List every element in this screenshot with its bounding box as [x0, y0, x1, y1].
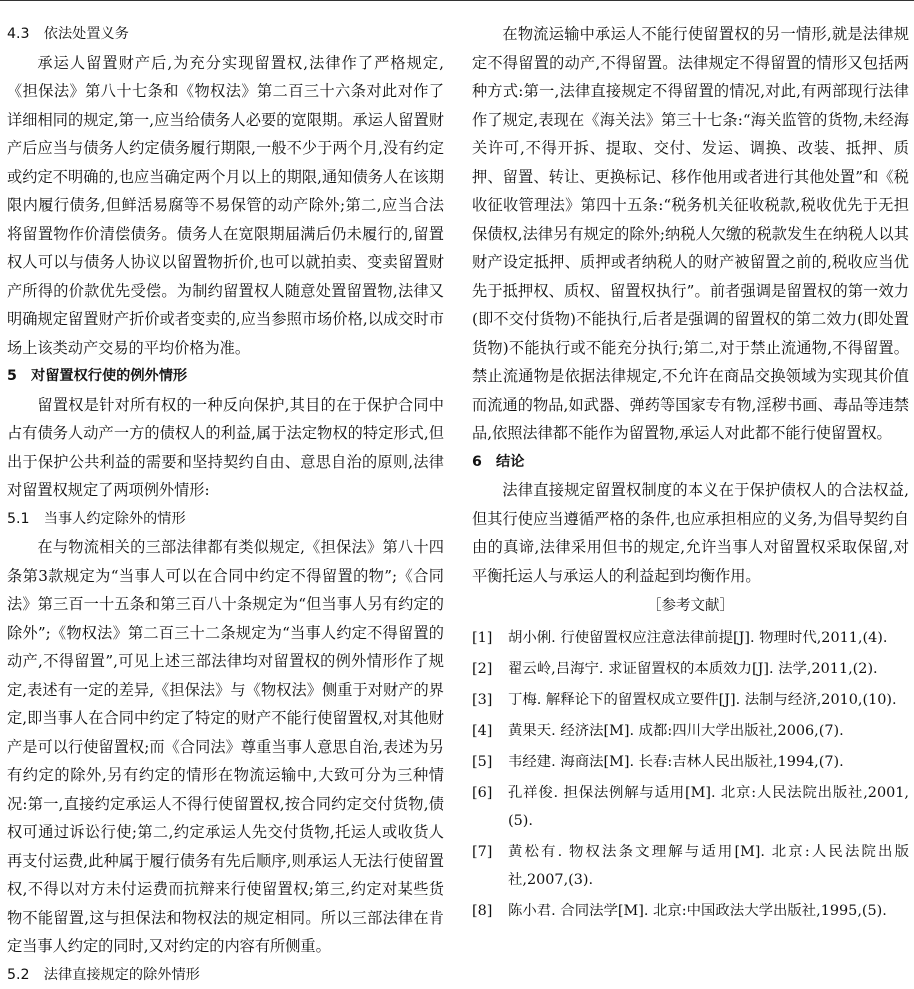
- header-rule: [0, 0, 914, 1]
- reference-text: 孔祥俊. 担保法例解与适用[M]. 北京:人民法院出版社,2001,(5).: [508, 785, 909, 829]
- paragraph: 在与物流相关的三部法律都有类似规定,《担保法》第八十四条第3款规定为“当事人可以在合同中约定不得留置的物”;《合同法》第三百一十五条和第三百八十条规定为“但当事人另有约定的除外”;《物权法》第二百三十二条规定为“当事人约定不得留置的动产,不得留置”,可见上述三部法律均对留置权的例外情形作了规定,表述有一定的差异,《担保法》与《物权法》侧重于对财产的界定,即当事人在合同中约定了特定的财产不能行使留置权,对其他财产是可以行使留置权;而《合同法》尊重当事人意思自治,表述为另有约定的除外,另有约定的情形在物流运输中,大致可分为三种情况:第一,直接约定承运人不得行使留置权,按合同约定交付货物,债权可通过诉讼行使;第二,约定承运人先交付货物,托运人或收货人再支付运费,此种属于履行债务有先后顺序,则承运人无法行使留置权,不得以对方未付运费而抗辩来行使留置权;第三,约定对某些货物不能留置,这与担保法和物权法的规定相同。所以三部法律在肯定当事人约定的同时,又对约定的内容有所侧重。: [7, 533, 444, 961]
- reference-text: 黄果天. 经济法[M]. 成都:四川大学出版社,2006,(7).: [508, 723, 844, 739]
- reference-number: [7]: [472, 838, 492, 866]
- reference-item: [472, 686, 909, 714]
- reference-item: [472, 897, 909, 925]
- reference-item: [472, 624, 909, 652]
- left-column: [7, 20, 444, 989]
- paragraph: 法律直接规定留置权制度的本义在于保护债权人的合法权益,但其行使应当遵循严格的条件,也应承担相应的义务,为倡导契约自由的真谛,法律采用但书的规定,允许当事人对留置权采取保留,对平衡托运人与承运人的利益起到均衡作用。: [472, 476, 909, 590]
- reference-number: [1]: [472, 624, 492, 652]
- reference-item: [472, 655, 909, 683]
- reference-text: 翟云岭,吕海宁. 求证留置权的本质效力[J]. 法学,2011,(2).: [508, 661, 878, 677]
- reference-item: [472, 717, 909, 745]
- section-heading-5-2: 5.2 法律直接规定的除外情形: [7, 961, 444, 989]
- reference-text: 丁梅. 解释论下的留置权成立要件[J]. 法制与经济,2010,(10).: [508, 692, 897, 708]
- paragraph: 在物流运输中承运人不能行使留置权的另一情形,就是法律规定不得留置的动产,不得留置。法律规定不得留置的情形又包括两种方式:第一,法律直接规定不得留置的情况,对此,有两部现行法律作了规定,表现在《海关法》第三十七条:“海关监管的货物,未经海关许可,不得开拆、提取、交付、发运、调换、改装、抵押、质押、留置、转让、更换标记、移作他用或者进行其他处置”和《税收征收管理法》第四十五条:“税务机关征收税款,税收优先于无担保债权,法律另有规定的除外;纳税人欠缴的税款发生在纳税人以其财产设定抵押、质押或者纳税人的财产被留置之前的,税收应当优先于抵押权、质权、留置权执行”。前者强调是留置权的第一效力(即不交付货物)不能执行,后者是强调的留置权的第二效力(即处置货物)不能执行或不能充分执行;第二,对于禁止流通物,不得留置。禁止流通物是依据法律规定,不允许在商品交换领域为实现其价值而流通的物品,如武器、弹药等国家专有物,淫秽书画、毒品等违禁品,依照法律都不能作为留置物,承运人对此都不能行使留置权。: [472, 20, 909, 448]
- reference-number: [6]: [472, 779, 492, 807]
- section-heading-5-1: 5.1 当事人约定除外的情形: [7, 505, 444, 534]
- reference-text: 胡小俐. 行使留置权应注意法律前提[J]. 物理时代,2011,(4).: [508, 630, 887, 646]
- reference-list: [472, 624, 909, 925]
- section-heading-5: 5 对留置权行使的例外情形: [7, 362, 444, 391]
- paragraph: 留置权是针对所有权的一种反向保护,其目的在于保护合同中占有债务人动产一方的债权人的利益,属于法定物权的特定形式,但出于保护公共利益的需要和坚持契约自由、意思自治的原则,法律对留置权规定了两项例外情形:: [7, 391, 444, 505]
- reference-text: 黄松有. 物权法条文理解与适用[M]. 北京:人民法院出版社,2007,(3).: [508, 844, 909, 888]
- right-column: [472, 20, 909, 925]
- paragraph: 承运人留置财产后,为充分实现留置权,法律作了严格规定,《担保法》第八十七条和《物权法》第二百三十六条对此对作了详细相同的规定,第一,应当给债务人必要的宽限期。承运人留置财产后应当与债务人约定债务履行期限,一般不少于两个月,没有约定或约定不明确的,也应当确定两个月以上的期限,通知债务人在该期限内履行债务,但鲜活易腐等不易保管的动产除外;第二,应当合法将留置物作价清偿债务。债务人在宽限期届满后仍未履行的,留置权人可以与债务人协议以留置物折价,也可以就拍卖、变卖留置财产所得的价款优先受偿。为制约留置权人随意处置留置物,法律又明确规定留置财产折价或者变卖的,应当参照市场价格,以成交时市场上该类动产交易的平均价格为准。: [7, 49, 444, 363]
- section-heading-4-3: 4.3 依法处置义务: [7, 20, 444, 49]
- reference-item: [472, 779, 909, 835]
- reference-number: [8]: [472, 897, 492, 925]
- references-heading: ［参考文献］: [472, 592, 909, 621]
- reference-item: [472, 748, 909, 776]
- section-heading-6: 6 结论: [472, 448, 909, 477]
- reference-number: [4]: [472, 717, 492, 745]
- reference-number: [2]: [472, 655, 492, 683]
- reference-text: 陈小君. 合同法学[M]. 北京:中国政法大学出版社,1995,(5).: [508, 903, 887, 919]
- reference-number: [3]: [472, 686, 492, 714]
- reference-number: [5]: [472, 748, 492, 776]
- reference-text: 韦经建. 海商法[M]. 长春:吉林人民出版社,1994,(7).: [508, 754, 844, 770]
- reference-item: [472, 838, 909, 894]
